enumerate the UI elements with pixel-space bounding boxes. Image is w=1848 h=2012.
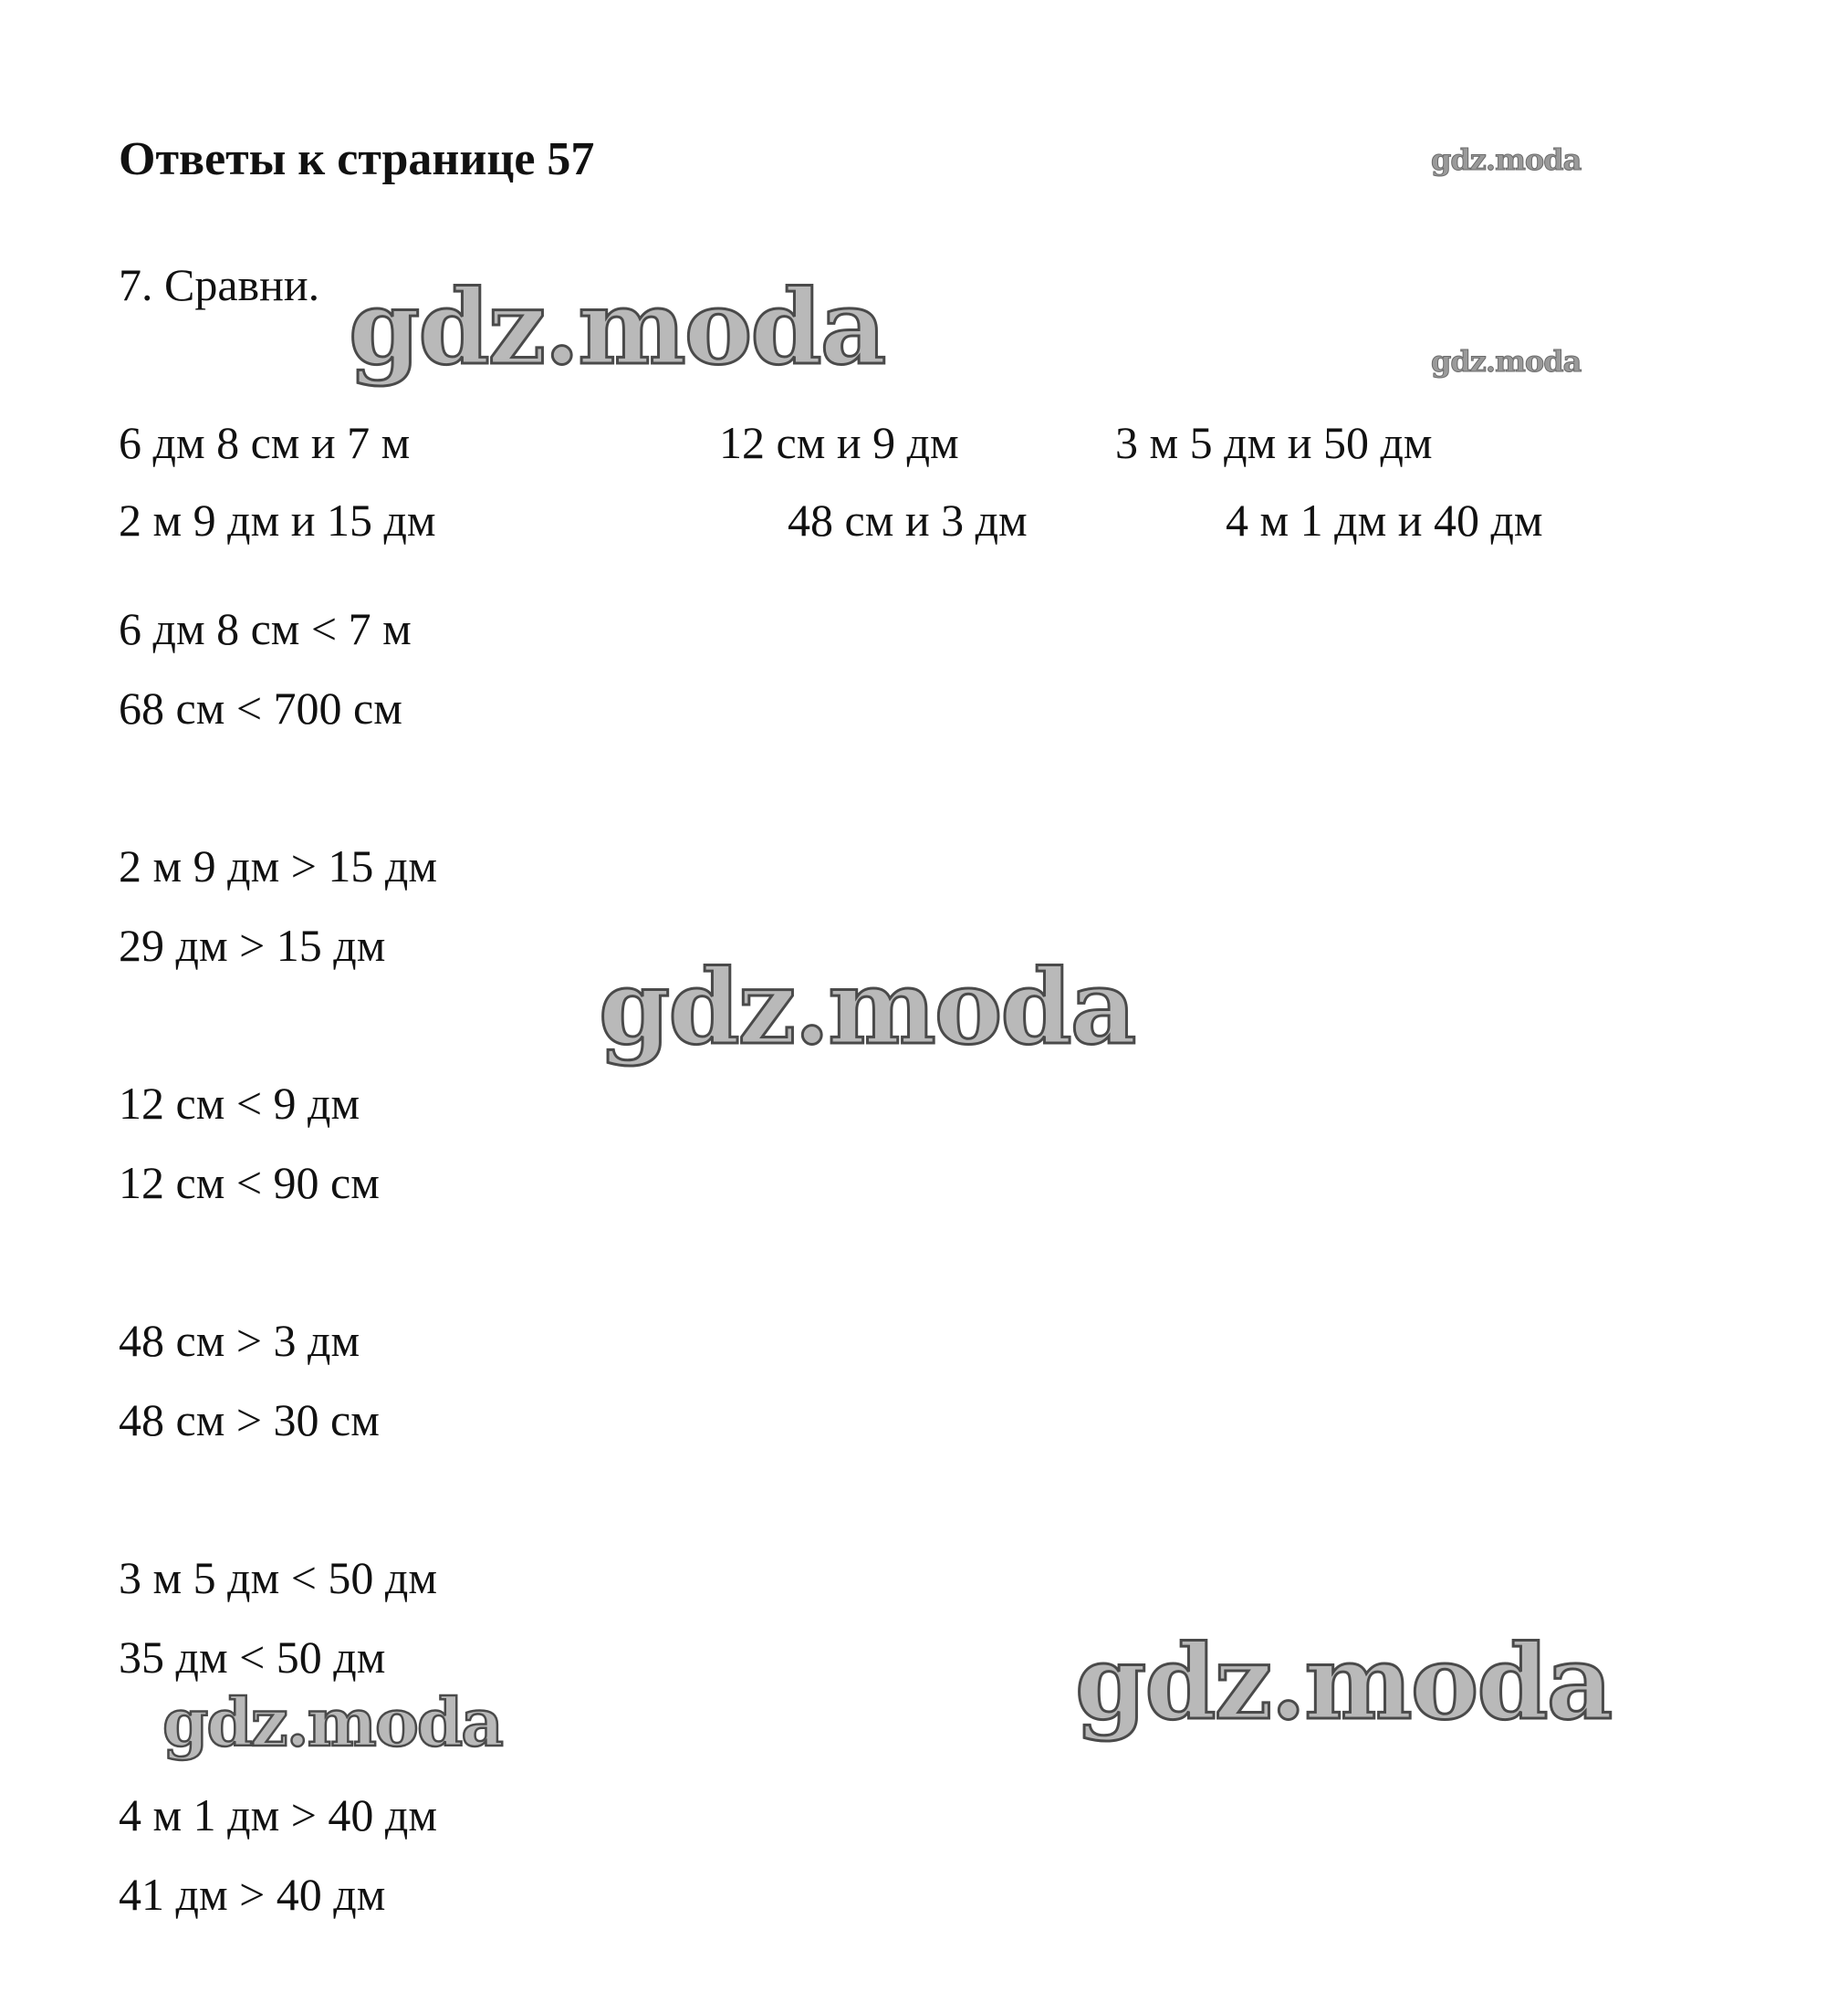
page-title: Ответы к странице 57 bbox=[119, 133, 595, 185]
task-item: 6 дм 8 см и 7 м bbox=[119, 417, 411, 468]
answer-line: 35 дм < 50 дм bbox=[119, 1631, 386, 1683]
answer-line: 48 см > 3 дм bbox=[119, 1315, 360, 1366]
answer-line: 12 см < 90 см bbox=[119, 1157, 380, 1208]
watermark: gdz.moda bbox=[162, 1684, 502, 1761]
task-item: 48 см и 3 дм bbox=[788, 495, 1028, 546]
task-item: 3 м 5 дм и 50 дм bbox=[1115, 417, 1433, 468]
task-item: 2 м 9 дм и 15 дм bbox=[119, 495, 436, 546]
task-item: 12 см и 9 дм bbox=[719, 417, 959, 468]
answer-line: 41 дм > 40 дм bbox=[119, 1869, 386, 1920]
watermark: gdz.moda bbox=[1075, 1623, 1612, 1743]
answer-line: 4 м 1 дм > 40 дм bbox=[119, 1789, 437, 1840]
task-item: 4 м 1 дм и 40 дм bbox=[1226, 495, 1543, 546]
answer-line: 48 см > 30 см bbox=[119, 1394, 380, 1445]
answer-line: 3 м 5 дм < 50 дм bbox=[119, 1552, 437, 1603]
answer-line: 6 дм 8 см < 7 м bbox=[119, 603, 412, 654]
answer-line: 68 см < 700 см bbox=[119, 683, 402, 734]
answer-line: 2 м 9 дм > 15 дм bbox=[119, 840, 437, 891]
watermark: gdz.moda bbox=[1431, 344, 1582, 379]
answer-line: 29 дм > 15 дм bbox=[119, 920, 386, 971]
watermark: gdz.moda bbox=[1431, 142, 1582, 177]
watermark: gdz.moda bbox=[349, 268, 885, 388]
watermark: gdz.moda bbox=[599, 948, 1135, 1068]
answer-line: 12 см < 9 дм bbox=[119, 1078, 360, 1129]
task-heading: 7. Сравни. bbox=[119, 259, 320, 310]
